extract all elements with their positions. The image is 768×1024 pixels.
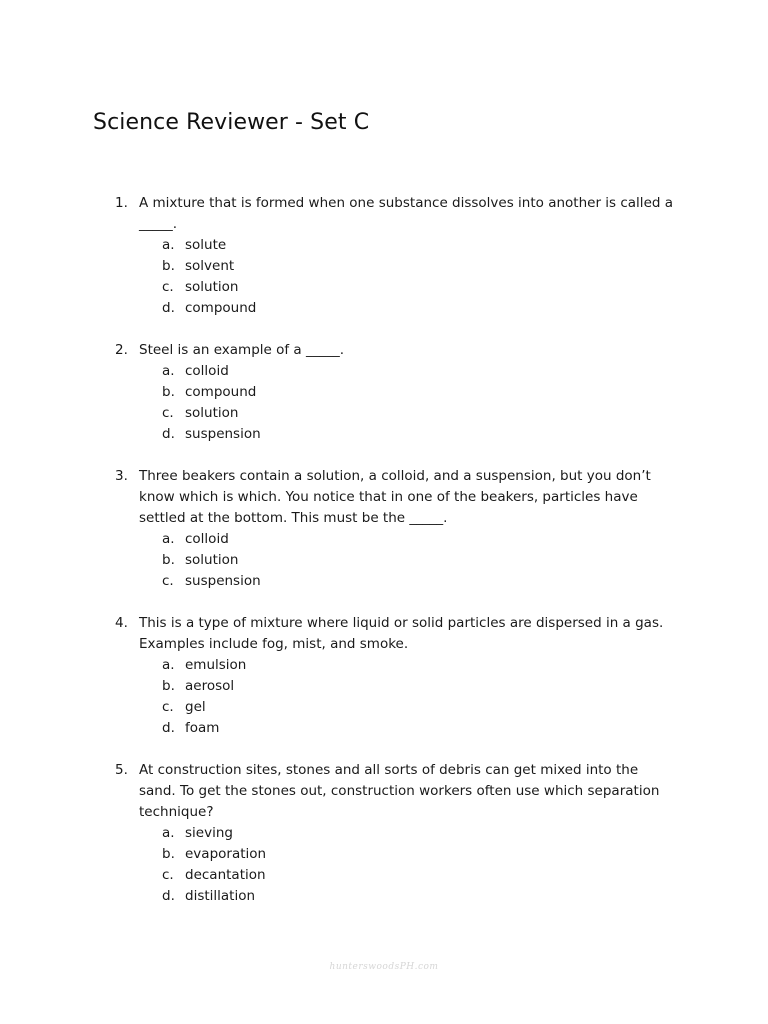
choice-item — [0, 382, 768, 403]
choice-letter: a. — [162, 363, 175, 379]
choice-letter: a. — [162, 531, 175, 547]
choice-text: decantation — [185, 867, 266, 883]
choice-item — [0, 886, 768, 907]
choice-text: solution — [185, 279, 239, 295]
choice-letter: c. — [162, 405, 174, 421]
question-text: Three beakers contain a solution, a colloid, and a suspension, but you don’t know which is which. You notice that in one of the beakers, particles have settled at the bottom. This must be the _____. — [139, 468, 651, 526]
choice-text: solution — [185, 552, 239, 568]
question-item — [0, 340, 768, 445]
choice-list — [0, 823, 768, 907]
question-item — [0, 760, 768, 907]
choice-letter: d. — [162, 888, 175, 904]
choice-item — [0, 844, 768, 865]
question-text: Steel is an example of a _____. — [139, 342, 345, 358]
choice-letter: a. — [162, 657, 175, 673]
choice-letter: b. — [162, 678, 175, 694]
choice-letter: b. — [162, 258, 175, 274]
choice-list — [0, 529, 768, 592]
choice-text: solution — [185, 405, 239, 421]
question-number: 3. — [115, 468, 128, 484]
choice-item — [0, 676, 768, 697]
choice-item — [0, 865, 768, 886]
question-number: 2. — [115, 342, 128, 358]
choice-letter: d. — [162, 720, 175, 736]
choice-text: emulsion — [185, 657, 247, 673]
choice-item — [0, 361, 768, 382]
choice-text: evaporation — [185, 846, 267, 862]
choice-item — [0, 655, 768, 676]
choice-item — [0, 550, 768, 571]
choice-letter: b. — [162, 384, 175, 400]
choice-list — [0, 235, 768, 319]
choice-text: suspension — [185, 426, 261, 442]
choice-letter: c. — [162, 573, 174, 589]
choice-letter: d. — [162, 300, 175, 316]
choice-text: solvent — [185, 258, 235, 274]
choice-text: colloid — [185, 363, 229, 379]
watermark: hunterswoodsPH.com — [329, 962, 439, 972]
choice-text: distillation — [185, 888, 256, 904]
choice-item — [0, 697, 768, 718]
choice-text: aerosol — [185, 678, 235, 694]
question-item — [0, 193, 768, 319]
choice-text: suspension — [185, 573, 261, 589]
question-number: 1. — [115, 195, 128, 211]
choice-item — [0, 424, 768, 445]
choice-text: gel — [185, 699, 206, 715]
question-text: A mixture that is formed when one substance dissolves into another is called a _____. — [139, 195, 674, 232]
choice-list — [0, 655, 768, 739]
choice-text: sieving — [185, 825, 233, 841]
question-text: At construction sites, stones and all sorts of debris can get mixed into the sand. To get the stones out, construction workers often use which separation technique? — [139, 762, 660, 820]
question-text: This is a type of mixture where liquid or solid particles are dispersed in a gas. Examples include fog, mist, and smoke. — [139, 615, 664, 652]
question-item — [0, 466, 768, 592]
choice-item — [0, 256, 768, 277]
choice-item — [0, 277, 768, 298]
question-number: 5. — [115, 762, 128, 778]
choice-letter: b. — [162, 846, 175, 862]
choice-letter: a. — [162, 237, 175, 253]
page-title: Science Reviewer - Set C — [93, 110, 370, 135]
choice-item — [0, 571, 768, 592]
choice-item — [0, 403, 768, 424]
choice-letter: d. — [162, 426, 175, 442]
choice-item — [0, 718, 768, 739]
choice-text: solute — [185, 237, 227, 253]
question-item — [0, 613, 768, 739]
choice-item — [0, 235, 768, 256]
choice-letter: c. — [162, 279, 174, 295]
choice-item — [0, 823, 768, 844]
choice-letter: b. — [162, 552, 175, 568]
choice-letter: c. — [162, 867, 174, 883]
choice-letter: a. — [162, 825, 175, 841]
choice-item — [0, 298, 768, 319]
question-list — [0, 193, 768, 928]
choice-text: compound — [185, 300, 257, 316]
question-number: 4. — [115, 615, 128, 631]
choice-text: colloid — [185, 531, 229, 547]
choice-item — [0, 529, 768, 550]
choice-letter: c. — [162, 699, 174, 715]
choice-list — [0, 361, 768, 445]
choice-text: foam — [185, 720, 220, 736]
choice-text: compound — [185, 384, 257, 400]
